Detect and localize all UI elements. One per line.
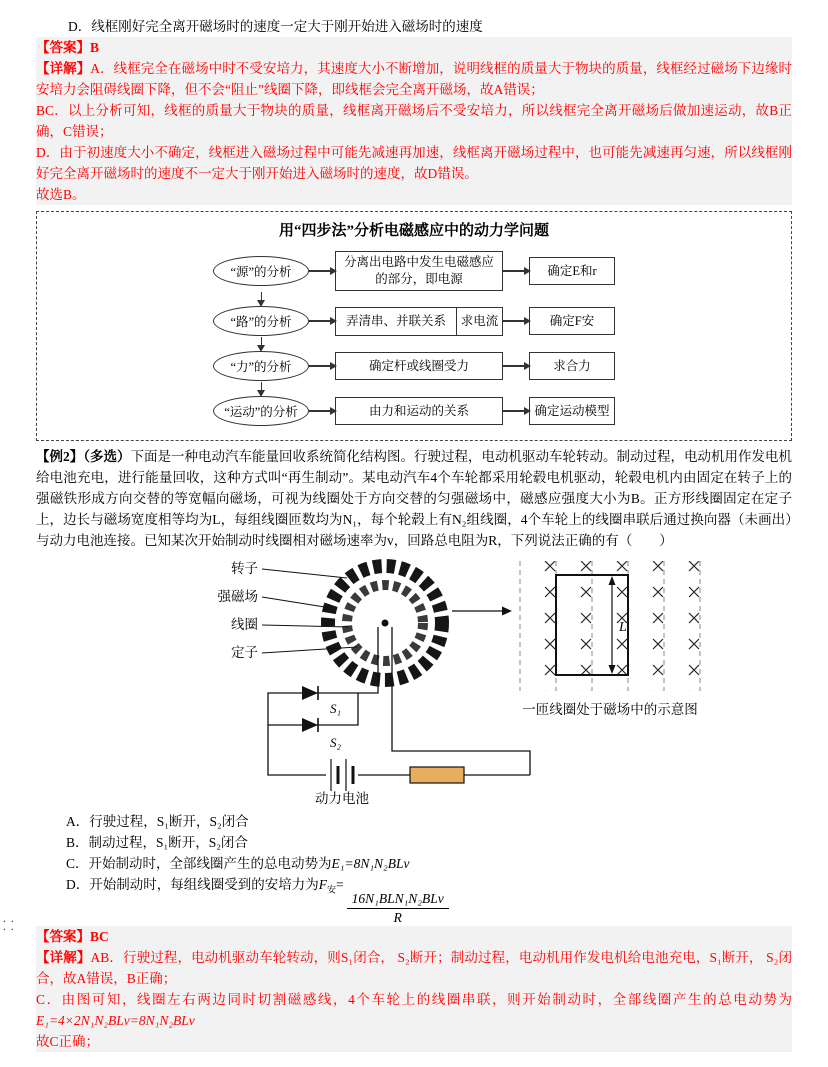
arrow-right-icon [309, 410, 335, 411]
q2-detail-ab-text: AB．行驶过程，电动机驱动车轮转动，则S₁闭合， S₂断开；制动过程，电动机用作发电机给电池充电，S₁断开， S₂闭合，故A错误，B正确； [36, 950, 792, 987]
coil-label: 线圈 [231, 617, 258, 632]
switch-s2 [302, 718, 342, 750]
q2-option-c-formula: E₁=8N₁N₂BLv [331, 856, 410, 871]
flow-oval-force: “力”的分析 [213, 351, 309, 381]
arrow-down-icon [261, 292, 262, 305]
q2-option-d [66, 874, 792, 926]
answer-value: BC [90, 929, 109, 945]
switch-s1 [302, 686, 341, 716]
flow-box-circuit [335, 307, 503, 336]
q2-option-c [66, 853, 792, 874]
q2-label: 【例2】 [36, 449, 84, 464]
flow-row-source [213, 251, 615, 291]
q2-option-a: A．行驶过程，S₁断开，S₂闭合 [66, 814, 249, 829]
q2-diagram [100, 553, 800, 805]
flow-result-motion: 确定运动模型 [529, 397, 615, 425]
flow-box-circuit-left: 弄清串、并联关系 [345, 313, 446, 328]
arrow-down-icon [261, 382, 262, 395]
q2-detail-c-formula: E₁=4×2N₁N₂BLv=8N₁N₂BLv [36, 1013, 195, 1029]
flow-box-circuit-right: 求电流 [456, 308, 502, 335]
flow-box-source-text: 分离出电路中发生电磁感应的部分，即电源 [343, 255, 494, 286]
selection-anchor-icon: ⸬ [3, 918, 14, 933]
q1-answer-line [36, 37, 792, 58]
arrow-down-icon [261, 337, 262, 350]
arrow-right-icon [309, 270, 335, 271]
q2-detail-c-end: 故C正确； [36, 1034, 100, 1050]
field-caption: 一匝线圈处于磁场中的示意图 [522, 702, 698, 717]
q2-option-b: B．制动过程，S₁断开，S₂闭合 [66, 835, 248, 850]
arrow-right-icon [503, 320, 529, 321]
flow-box-motion [335, 397, 503, 425]
q2-diagram-wrap [100, 553, 792, 809]
flow-result-force: 求合力 [529, 352, 615, 380]
flow-oval-source: “源”的分析 [213, 256, 309, 286]
ampere-force-subscript: 安 [327, 884, 337, 895]
q2-detail-c-text: C．由图可知，线圈左右两边同时切割磁感线，4个车轮上的线圈串联，则开始制动时，全部线圈产生的总电动势为 [36, 992, 792, 1008]
q2-detail-ab [36, 947, 792, 989]
arrow-right-icon [503, 410, 529, 411]
battery-symbol [331, 759, 353, 791]
ampere-force-symbol: F [318, 877, 327, 892]
battery-label: 动力电池 [315, 791, 369, 805]
fraction-numerator: 16N₁BLN₁N₂BLv [347, 890, 449, 909]
flow-row-force [213, 351, 615, 381]
flow-box-force-text: 确定杆或线圈受力 [368, 358, 469, 373]
q1-detail-a [36, 58, 792, 100]
answer-label: 【答案】 [36, 929, 90, 945]
q2-explanation [36, 947, 792, 1052]
q2-options [36, 811, 792, 926]
flowchart-title: 用“四步法”分析电磁感应中的动力学问题 [278, 223, 549, 239]
arrow-right-icon [503, 270, 529, 271]
circuit-wires [268, 627, 530, 775]
arrow-right-icon [503, 365, 529, 366]
answer-value: B [90, 40, 100, 55]
diagram-labels [218, 561, 259, 660]
q2-detail-c [36, 989, 792, 1031]
arrow-right-icon [309, 320, 335, 321]
stator-label: 定子 [231, 645, 258, 660]
flow-result-source: 确定E和r [529, 257, 615, 285]
resistor [410, 767, 464, 783]
detail-a-text: A．线框完全在磁场中时不受安培力，其速度大小不断增加，说明线框的质量大于物块的质量，线框经过磁场下边缘时安培力会阻碍线圈下降，但不会“阻止”线圈下降，即线框会完全离开磁场，故A错误； [36, 61, 793, 97]
q2-answer-line [36, 926, 792, 947]
q2-type: （多选） [83, 449, 131, 464]
flowchart-box [36, 211, 792, 441]
fraction-denominator: R [393, 909, 402, 925]
flow-box-motion-text: 由力和运动的关系 [368, 403, 469, 418]
arrow-right-icon [452, 607, 512, 616]
q1-option-d: D．线框刚好完全离开磁场时的速度一定大于刚开始进入磁场时的速度 [68, 19, 483, 34]
arrow-right-icon [309, 365, 335, 366]
flow-box-force [335, 352, 503, 380]
q2-option-d-text: D．开始制动时，每组线圈受到的安培力为 [66, 877, 319, 892]
q1-explanation [36, 58, 792, 205]
flow-result-circuit: 确定F安 [529, 307, 615, 335]
q2-stem-text: 下面是一种电动汽车能量回收系统简化结构图。行驶过程，电动机驱动车轮转动。制动过程，电动机用作发电机给电池充电，进行能量回收，这种方式叫“再生制动”。某电动汽车4个车轮都采用轮毂电机驱动，轮毂电机内由固定在转子上的强磁铁形成方向交替的等宽幅向磁场，可视为线圈处于方向交替的匀强磁场中，磁感应强度大小为B。正方形线圈固定在定子上，边长与磁场宽度相等均为L，每组线圈匝数均为N₁，每个轮毂上有N₂组线圈，4个车轮上的线圈串联后通过换向器（未画出）与动力电池连接。已知某次开始制动时线圈相对磁场速率为v，回路总电阻为R，下列说法正确的有（ ） [36, 449, 792, 548]
q1-detail-d: D．由于初速度大小不确定，线框进入磁场过程中可能先减速再加速，线框离开磁场过程中，也可能先减速再匀速，所以线框刚好完全离开磁场时的速度不一定大于刚开始进入磁场时的速度，故D错误。 [36, 145, 792, 181]
detail-label: 【详解】 [36, 61, 91, 76]
flowchart [213, 251, 615, 426]
flow-oval-circuit: “路”的分析 [213, 306, 309, 336]
answer-label: 【答案】 [36, 40, 90, 55]
s1-label: S₁ [330, 701, 342, 716]
flow-oval-motion: “运动”的分析 [213, 396, 309, 426]
fraction [347, 890, 449, 926]
flow-row-motion [213, 396, 615, 426]
q2-option-c-text: C．开始制动时，全部线圈产生的总电动势为 [66, 856, 332, 871]
flow-row-circuit [213, 306, 615, 336]
q1-detail-bc: BC．以上分析可知，线框的质量大于物块的质量，线框离开磁场后不受安培力，所以线框完全离开磁场后做加速运动，故B正确，C错误； [36, 103, 792, 139]
equals-sign: = [336, 877, 344, 892]
q1-conclusion: 故选B。 [36, 187, 86, 202]
detail-label: 【详解】 [36, 950, 91, 966]
rotor-label: 转子 [231, 561, 258, 576]
q2-stem [36, 446, 792, 551]
field-cross-icons [520, 561, 700, 691]
field-region [520, 561, 700, 691]
flow-box-source [335, 251, 503, 291]
axle [382, 620, 389, 627]
strong-field-label: 强磁场 [217, 589, 258, 604]
s2-label: S₂ [330, 735, 342, 750]
L-label: L [619, 620, 627, 635]
